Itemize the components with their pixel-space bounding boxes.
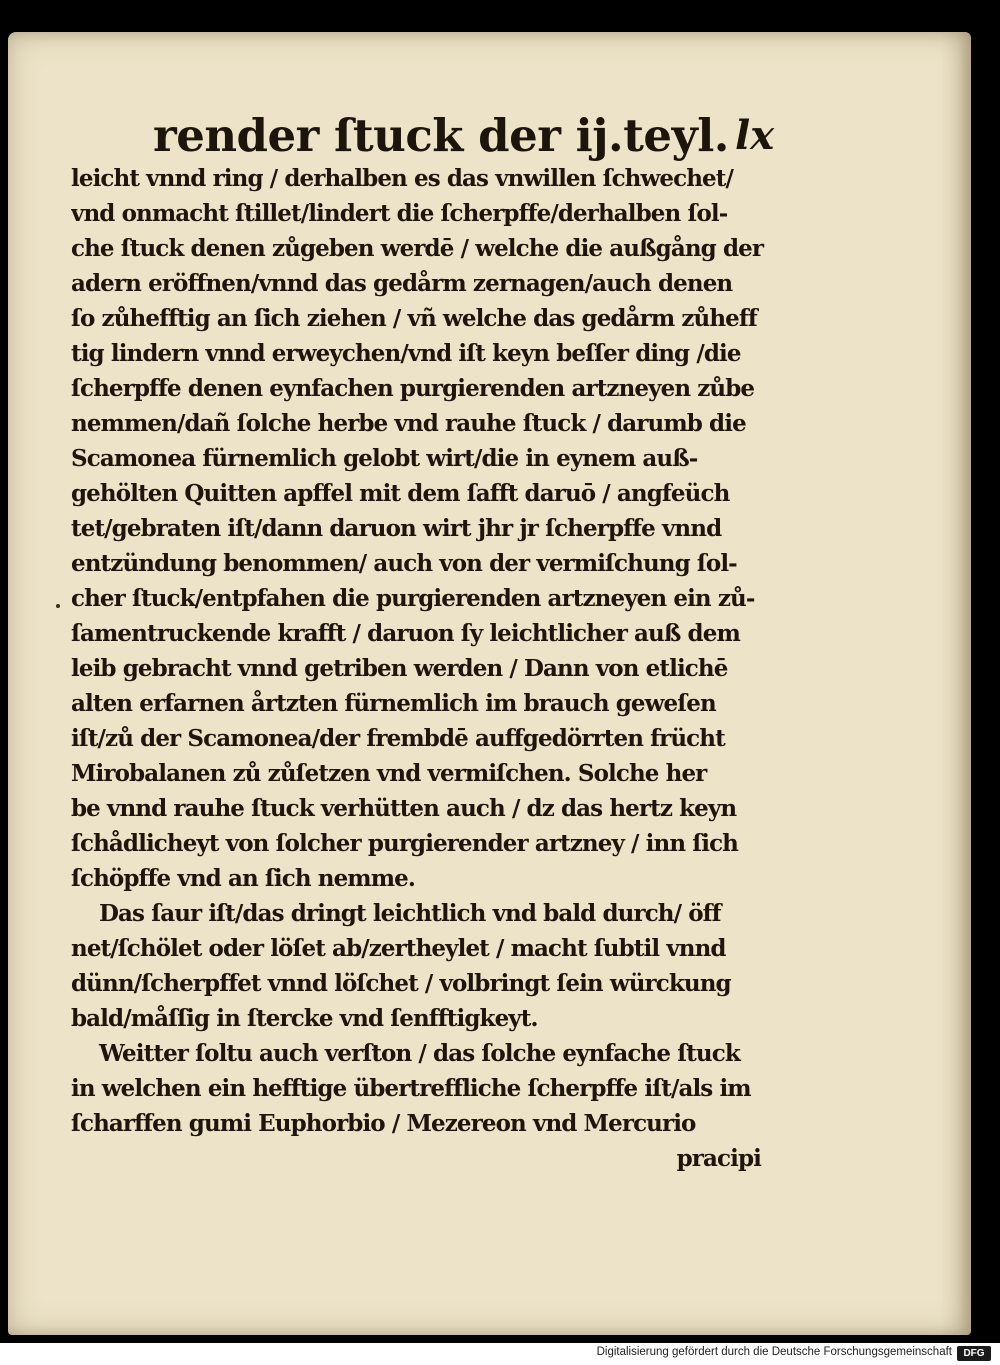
text-line: che ſtuck denen zůgeben werdē / welche die außgång der [71, 235, 764, 262]
text-line: leib gebracht vnnd getriben werden / Dann von etlichē [71, 655, 728, 682]
folio-number: lx [735, 112, 775, 159]
text-line: gehölten Quitten apffel mit dem ſafft daruō / angfeüch [71, 480, 730, 507]
paragraph-start-line: Weitter ſoltu auch verſton / das ſolche eynfache ſtuck [99, 1040, 740, 1067]
text-line: net/ſchölet oder löſet ab/zertheylet / macht ſubtil vnnd [71, 935, 726, 962]
text-line: cher ſtuck/entpfahen die purgierenden artzneyen ein zů- [71, 585, 755, 612]
text-line: entzündung benommen/ auch von der vermiſchung ſol- [71, 550, 737, 577]
text-line: dünn/ſcherpffet vnnd löſchet / volbringt ſein würckung [71, 970, 731, 997]
margin-mark [56, 604, 60, 608]
book-page [8, 32, 971, 1335]
digitization-footer [0, 1343, 1000, 1365]
text-line: vnd onmacht ſtillet/lindert die ſcherpffe/derhalben ſol- [71, 200, 728, 227]
catchword: pracipi [676, 1145, 761, 1172]
text-line: in welchen ein hefftige übertreffliche ſcherpffe iſt/als im [71, 1075, 751, 1102]
text-line: ſchöpffe vnd an ſich nemme. [71, 865, 416, 892]
text-line: iſt/zů der Scamonea/der frembdē auffgedörrten frücht [71, 725, 725, 752]
text-line: nemmen/dañ ſolche herbe vnd rauhe ſtuck / darumb die [71, 410, 746, 437]
text-line: ſcharffen gumi Euphorbio / Mezereon vnd Mercurio [71, 1110, 696, 1137]
running-head: render ſtuck der ij.teyl. [153, 109, 729, 162]
text-line: tig lindern vnnd erweychen/vnd iſt keyn beſſer ding /die [71, 340, 741, 367]
text-line: be vnnd rauhe ſtuck verhütten auch / dz das hertz keyn [71, 795, 737, 822]
text-line: alten erfarnen årtzten fürnemlich im brauch geweſen [71, 690, 716, 717]
text-line: tet/gebraten iſt/dann daruon wirt jhr jr ſcherpffe vnnd [71, 515, 722, 542]
text-line: leicht vnnd ring / derhalben es das vnwillen ſchwechet/ [71, 165, 734, 192]
footer-credit: Digitalisierung gefördert durch die Deutsche Forschungsgemeinschaft [596, 1346, 952, 1358]
text-line: ſcherpffe denen eynfachen purgierenden artzneyen zůbe [71, 375, 755, 402]
text-line: Mirobalanen zů zůſetzen vnd vermiſchen. Solche her [71, 760, 707, 787]
paragraph-start-line: Das ſaur iſt/das dringt leichtlich vnd bald durch/ öff [99, 900, 721, 927]
text-line: adern eröffnen/vnnd das gedårm zernagen/auch denen [71, 270, 733, 297]
text-line: ſamentruckende krafft / daruon ſy leichtlicher auß dem [71, 620, 740, 647]
text-line: Scamonea fürnemlich gelobt wirt/die in eynem auß- [71, 445, 698, 472]
text-line: ſchådlicheyt von ſolcher purgierender artzney / inn ſich [71, 830, 739, 857]
text-line: bald/måſſig in ſtercke vnd ſenfftigkeyt. [71, 1005, 538, 1032]
dfg-logo: DFG [957, 1346, 991, 1361]
text-block [71, 161, 771, 1176]
text-line: ſo zůhefftig an ſich ziehen / vñ welche das gedårm zůheff [71, 305, 757, 332]
